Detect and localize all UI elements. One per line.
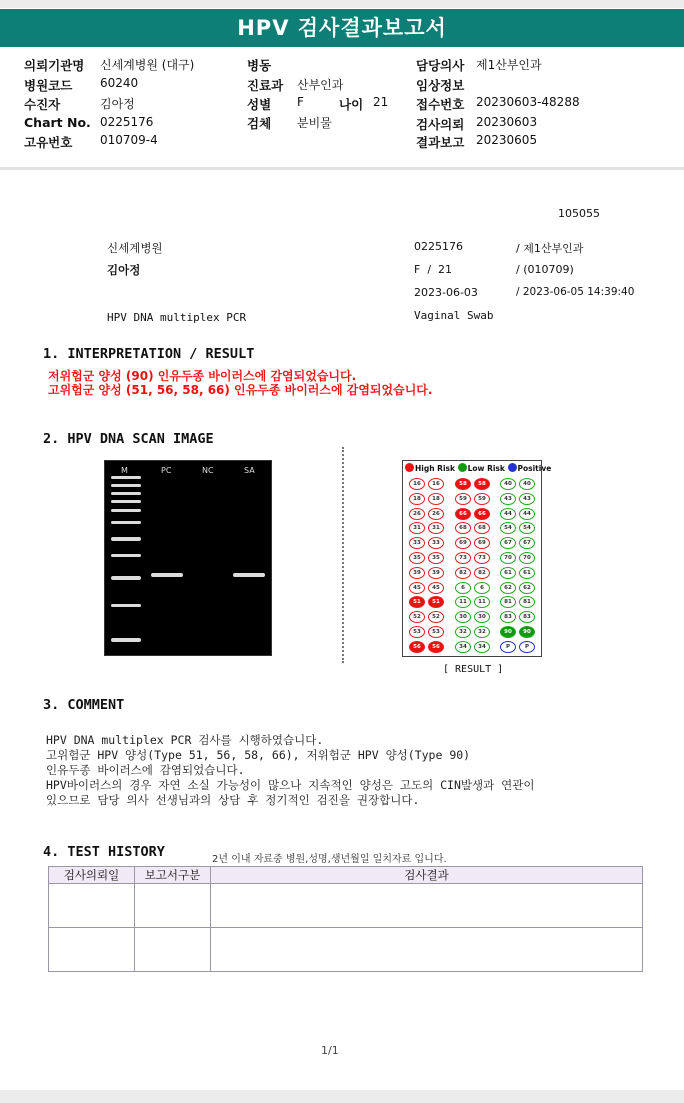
dept-label: 진료과 (247, 78, 284, 93)
chip-spot: 56 (428, 641, 444, 653)
specimen-value: 분비물 (297, 116, 332, 130)
chart-no-value: 0225176 (100, 115, 154, 129)
comment-line: 있으므로 담당 의사 선생님과의 상담 후 정기적인 검진을 권장합니다. (46, 793, 420, 807)
lane-label-pc: PC (161, 466, 172, 475)
chip-spot: 58 (474, 478, 490, 490)
marker-band (111, 521, 141, 524)
chip-spot: P (500, 641, 516, 653)
hospital-code-label: 병원코드 (24, 78, 73, 93)
chart-no-label: Chart No. (24, 115, 91, 130)
patient-label: 수진자 (24, 97, 61, 112)
chip-spot: 45 (409, 582, 425, 594)
chip-spot: 26 (428, 508, 444, 520)
sex-label: 성별 (247, 97, 272, 112)
chip-spot: 59 (455, 493, 471, 505)
marker-band (111, 492, 141, 495)
chip-spot: 11 (455, 596, 471, 608)
doc-specimen: Vaginal Swab (414, 309, 494, 322)
chip-spot: 31 (409, 522, 425, 534)
chip-spot: 61 (519, 567, 535, 579)
marker-band (111, 509, 141, 512)
doc-uid: / (010709) (516, 263, 574, 276)
section-history-title: 4. TEST HISTORY (43, 844, 165, 860)
chip-spot: 90 (500, 626, 516, 638)
chip-spot: 16 (409, 478, 425, 490)
chip-spot: 45 (428, 582, 444, 594)
comment-line: HPV바이러스의 경우 자연 소실 가능성이 많으나 지속적인 양성은 고도의 CIN발생과 연관이 (46, 778, 535, 792)
history-col-report-type: 보고서구분 (135, 867, 211, 884)
chip-spot: 52 (428, 611, 444, 623)
bottom-strip (0, 1090, 684, 1103)
chip-spot: 54 (500, 522, 516, 534)
doc-chart: 0225176 (414, 240, 463, 253)
comment-line: HPV DNA multiplex PCR 검사를 시행하였습니다. (46, 733, 324, 747)
chip-spot: 62 (519, 582, 535, 594)
chip-spot: 35 (428, 552, 444, 564)
chip-spot: 43 (500, 493, 516, 505)
doctor-value: 제1산부인과 (476, 58, 542, 72)
chip-spot: 52 (409, 611, 425, 623)
specimen-label: 검체 (247, 116, 272, 131)
chip-spot: 33 (428, 537, 444, 549)
history-col-result: 검사결과 (211, 867, 643, 884)
unique-no-value: 010709-4 (100, 133, 158, 147)
chip-spot: 6 (455, 582, 471, 594)
request-date-label: 검사의뢰 (416, 117, 465, 132)
chip-spot: 90 (519, 626, 535, 638)
chip-spot: 53 (409, 626, 425, 638)
marker-band (111, 554, 141, 557)
marker-band (111, 484, 141, 487)
age-label: 나이 (339, 97, 364, 112)
marker-band (111, 500, 141, 503)
chip-spot: 18 (409, 493, 425, 505)
chip-spot: 66 (474, 508, 490, 520)
lane-label-m: M (121, 466, 128, 475)
doctor-label: 담당의사 (416, 58, 465, 73)
chip-spot: 73 (474, 552, 490, 564)
history-header-row (49, 867, 643, 884)
chip-spot: 30 (455, 611, 471, 623)
marker-band (111, 576, 141, 580)
chip-spot: 67 (500, 537, 516, 549)
legend-positive: Positive (517, 464, 552, 473)
marker-band (111, 537, 141, 541)
table-row (49, 928, 643, 972)
chip-spot: 62 (500, 582, 516, 594)
chip-spot: 34 (474, 641, 490, 653)
institution-value: 신세계병원 (대구) (100, 58, 195, 72)
chip-spot: 53 (428, 626, 444, 638)
chip-spot: 66 (455, 508, 471, 520)
hospital-code-value: 60240 (100, 76, 139, 90)
header-divider (0, 167, 684, 170)
doc-hospital: 신세계병원 (107, 241, 163, 255)
gel-electrophoresis-image (104, 460, 272, 656)
chip-spot: 33 (409, 537, 425, 549)
chip-spot: 59 (474, 493, 490, 505)
chip-spot: 81 (519, 596, 535, 608)
chip-spot: 40 (519, 478, 535, 490)
table-row (49, 884, 643, 928)
chip-spot: 82 (455, 567, 471, 579)
chip-spot: 30 (474, 611, 490, 623)
receipt-value: 20230603-48288 (476, 95, 580, 109)
sex-value: F (297, 95, 304, 109)
report-title: HPV 검사결과보고서 (0, 9, 684, 47)
hpv-chip-result-image (402, 460, 552, 657)
dept-value: 산부인과 (297, 78, 344, 92)
marker-band (111, 638, 141, 642)
age-value: 21 (373, 95, 389, 109)
chip-spot: 39 (409, 567, 425, 579)
result-line-low-risk: 저위험군 양성 (90) 인유두종 바이러스에 감염되었습니다. (48, 369, 357, 383)
history-col-request-date: 검사의뢰일 (49, 867, 135, 884)
chip-spot: 69 (455, 537, 471, 549)
doc-test-name: HPV DNA multiplex PCR (107, 311, 247, 324)
doc-dept: / 제1산부인과 (516, 242, 584, 255)
top-strip (0, 0, 684, 8)
report-date-label: 결과보고 (416, 135, 465, 150)
comment-line: 고위험군 HPV 양성(Type 51, 56, 58, 66), 저위험군 HPV 양성(Type 90) (46, 748, 471, 762)
chip-spot: 54 (519, 522, 535, 534)
chip-spot: 83 (500, 611, 516, 623)
lane-label-sa: SA (244, 466, 255, 475)
chip-spot: 68 (455, 522, 471, 534)
chip-spot: 61 (500, 567, 516, 579)
doc-code: 105055 (558, 207, 600, 220)
legend-high-risk: High Risk (415, 464, 455, 473)
chip-spot: 70 (500, 552, 516, 564)
doc-patient: 김아정 (107, 263, 141, 277)
chip-spot: 81 (500, 596, 516, 608)
high-risk-dot-icon (405, 463, 414, 472)
chip-spot: 70 (519, 552, 535, 564)
chip-spot: 35 (409, 552, 425, 564)
marker-band (111, 604, 141, 607)
chip-spot: 40 (500, 478, 516, 490)
chip-spot: 56 (409, 641, 425, 653)
doc-report-datetime: / 2023-06-05 14:39:40 (516, 286, 635, 298)
chip-spot: 32 (455, 626, 471, 638)
comment-line: 인유두종 바이러스에 감염되었습니다. (46, 763, 245, 777)
sa-band (233, 573, 265, 577)
patient-value: 김아정 (100, 97, 135, 111)
legend-low-risk: Low Risk (467, 464, 505, 473)
chip-spot: 58 (455, 478, 471, 490)
chip-spot: 39 (428, 567, 444, 579)
result-line-high-risk: 고위험군 양성 (51, 56, 58, 66) 인유두종 바이러스에 감염되었습니다. (48, 383, 433, 397)
history-note: 2년 이내 자료중 병원,성명,생년월일 일치자료 입니다. (212, 854, 447, 865)
chip-spot: 32 (474, 626, 490, 638)
receipt-label: 접수번호 (416, 97, 465, 112)
chip-spot: 31 (428, 522, 444, 534)
doc-sex-age: F / 21 (414, 263, 453, 276)
chip-spot: 44 (519, 508, 535, 520)
chip-caption: [ RESULT ] (443, 664, 504, 675)
chip-spot: 34 (455, 641, 471, 653)
section-scan-image-title: 2. HPV DNA SCAN IMAGE (43, 431, 214, 447)
chip-legend (405, 463, 551, 473)
report-date-value: 20230605 (476, 133, 538, 147)
clinical-label: 임상정보 (416, 78, 465, 93)
chip-spot: 44 (500, 508, 516, 520)
history-table (48, 866, 643, 972)
unique-no-label: 고유번호 (24, 135, 73, 150)
image-separator (342, 447, 344, 663)
lane-label-nc: NC (202, 466, 214, 475)
section-comment-title: 3. COMMENT (43, 697, 125, 713)
chip-spot: P (519, 641, 535, 653)
chip-spot: 16 (428, 478, 444, 490)
low-risk-dot-icon (458, 463, 467, 472)
comment-body (46, 733, 534, 808)
chip-spot: 83 (519, 611, 535, 623)
chip-spot: 26 (409, 508, 425, 520)
page-number: 1/1 (321, 1044, 339, 1057)
chip-spot: 67 (519, 537, 535, 549)
chip-spot: 51 (428, 596, 444, 608)
pc-band (151, 573, 183, 577)
chip-spot: 51 (409, 596, 425, 608)
chip-spot: 68 (474, 522, 490, 534)
chip-spot: 11 (474, 596, 490, 608)
request-date-value: 20230603 (476, 115, 538, 129)
chip-spot: 18 (428, 493, 444, 505)
chip-spot: 69 (474, 537, 490, 549)
ward-label: 병동 (247, 58, 272, 73)
institution-label: 의뢰기관명 (24, 58, 85, 73)
chip-spot: 82 (474, 567, 490, 579)
chip-spot: 73 (455, 552, 471, 564)
positive-dot-icon (508, 463, 517, 472)
section-interpretation-title: 1. INTERPRETATION / RESULT (43, 346, 255, 362)
marker-band (111, 476, 141, 479)
doc-collect-date: 2023-06-03 (414, 286, 478, 299)
chip-spot: 6 (474, 582, 490, 594)
chip-spot: 43 (519, 493, 535, 505)
